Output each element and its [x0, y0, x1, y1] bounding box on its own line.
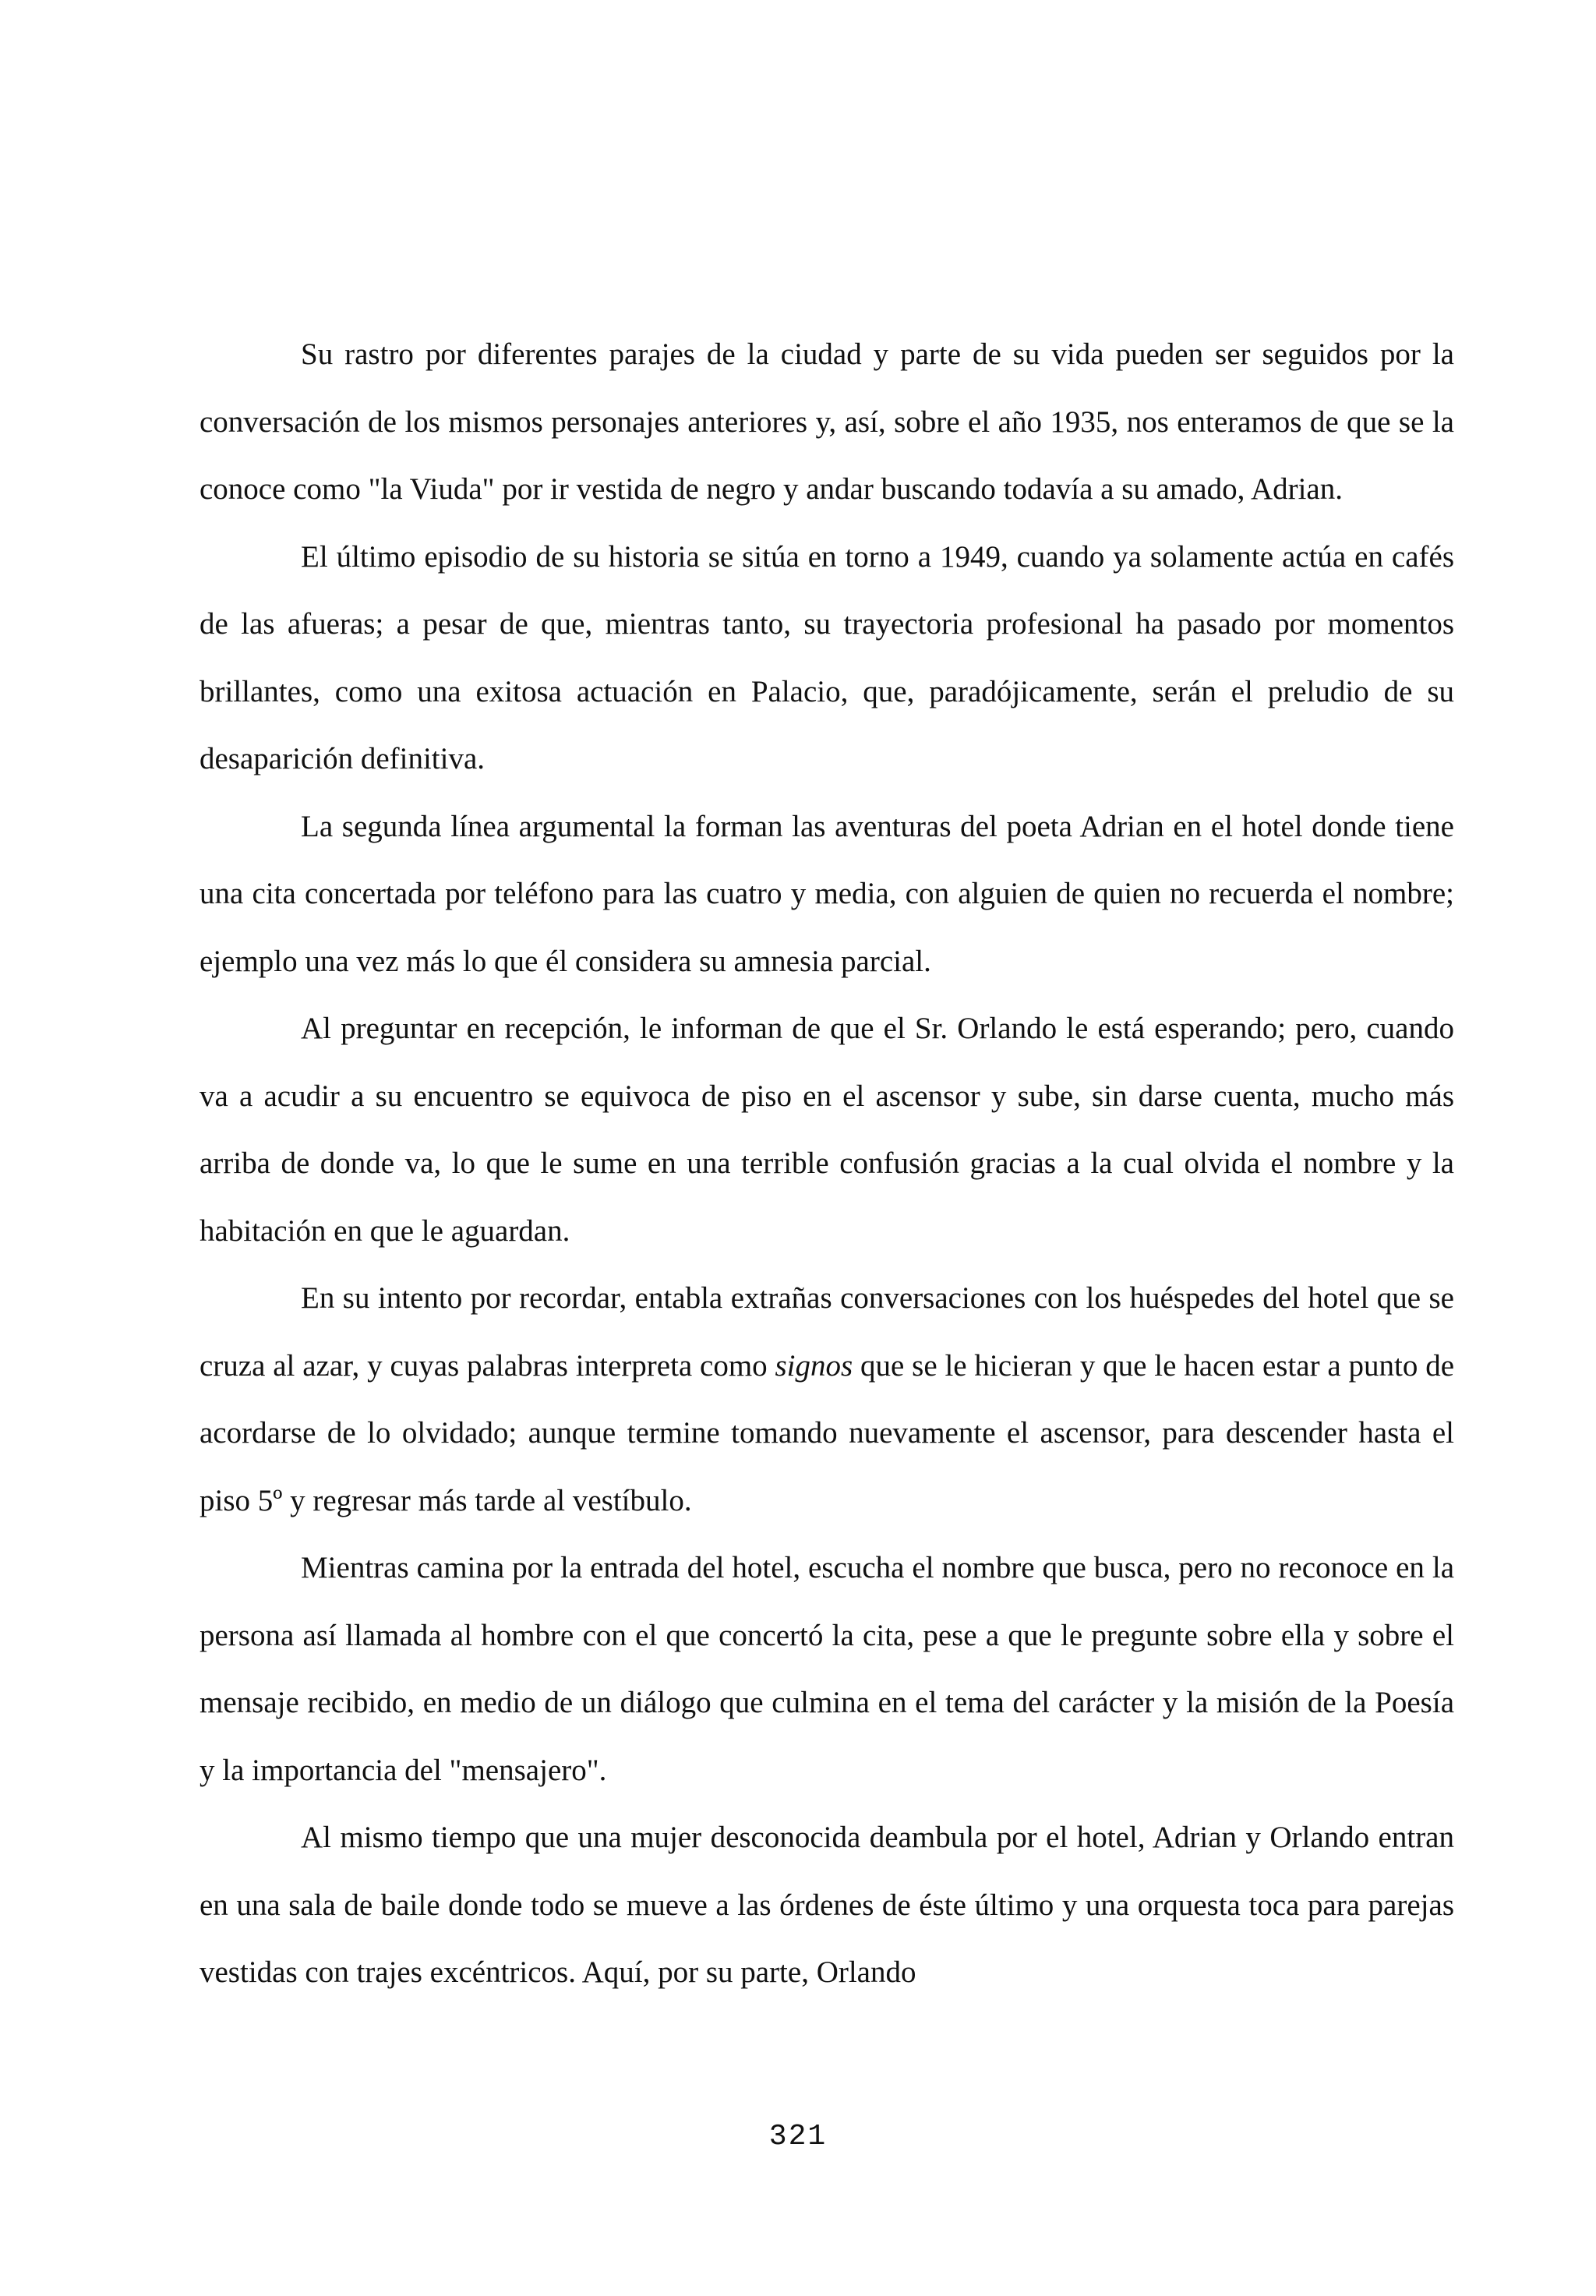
paragraph-5-text-after: que se le hicieran y que le hacen estar a punto de acordarse de lo olvidado; aunque termine tomando nuevamente el ascensor, para descender hasta el piso 5º y regresar más tarde al vestíbulo.	[200, 1348, 1455, 1517]
paragraph-4: Al preguntar en recepción, le informan de que el Sr. Orlando le está esperando; pero, cuando va a acudir a su encuentro se equivoca de piso en el ascensor y sube, sin darse cuenta, mucho más arriba de donde va, lo que le sume en una terrible confusión gracias a la cual olvida el nombre y la habitación en que le aguardan.	[200, 1012, 1454, 1248]
paragraph-3: La segunda línea argumental la forman las aventuras del poeta Adrian en el hotel donde tiene una cita concertada por teléfono para las cuatro y media, con alguien de quien no recuerda el nombre; ejemplo una vez más lo que él considera su amnesia parcial.	[200, 809, 1454, 978]
paragraph-5-italic-word: signos	[775, 1348, 853, 1383]
paragraph-1: Su rastro por diferentes parajes de la ciudad y parte de su vida pueden ser seguidos por la conversación de los mismos personajes anteriores y, así, sobre el año 1935, nos enteramos de que se la conoce como "la Viuda" por ir vestida de negro y andar buscando todavía a su amado, Adrian.	[200, 337, 1454, 506]
paragraph-5	[200, 1265, 1454, 1535]
paragraph-6: Mientras camina por la entrada del hotel, escucha el nombre que busca, pero no reconoce en la persona así llamada al hombre con el que concertó la cita, pese a que le pregunte sobre ella y sobre el mensaje recibido, en medio de un diálogo que culmina en el tema del carácter y la misión de la Poesía y la importancia del "mensajero".	[200, 1551, 1454, 1787]
body-text	[200, 321, 1454, 2007]
page-number: 321	[768, 2120, 828, 2153]
paragraph-7: Al mismo tiempo que una mujer desconocida deambula por el hotel, Adrian y Orlando entran en una sala de baile donde todo se mueve a las órdenes de éste último y una orquesta toca para parejas vestidas con trajes excéntricos. Aquí, por su parte, Orlando	[200, 1821, 1454, 1989]
paragraph-5-text-before: En su intento por recordar, entabla extrañas conversaciones con los huéspedes del hotel que se cruza al azar, y cuyas palabras interpreta como	[200, 1281, 1454, 1383]
paragraph-2: El último episodio de su historia se sitúa en torno a 1949, cuando ya solamente actúa en cafés de las afueras; a pesar de que, mientras tanto, su trayectoria profesional ha pasado por momentos brillantes, como una exitosa actuación en Palacio, que, paradójicamente, serán el preludio de su desaparición definitiva.	[200, 539, 1454, 775]
